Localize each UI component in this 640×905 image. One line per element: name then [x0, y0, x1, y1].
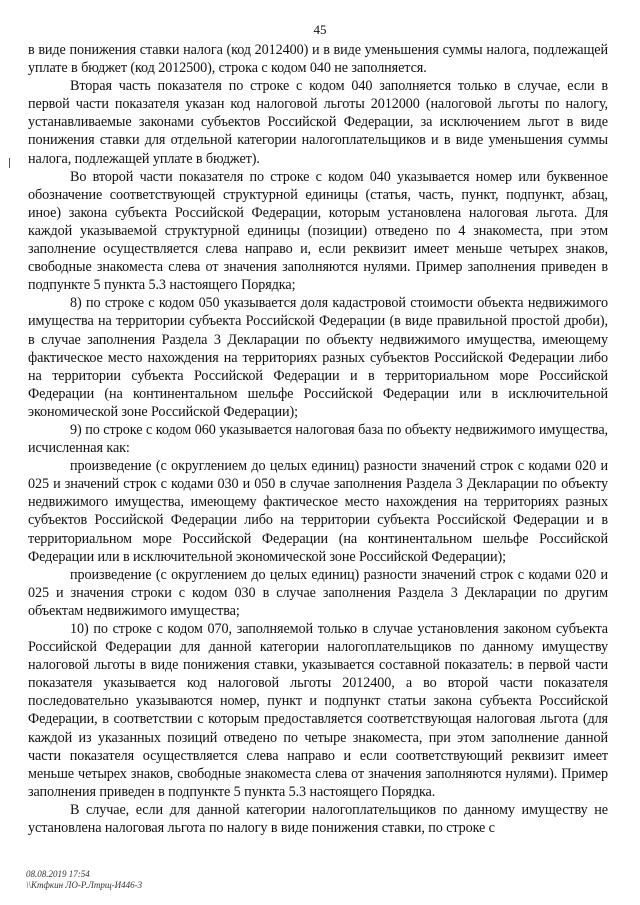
paragraph: 8) по строке с кодом 050 указывается доля кадастровой стоимости объекта недвижимого имущества на территории субъекта Российской Федерации (в виде правильной простой дроби), в случае заполнения Раздела 3 Декларации по объекту недвижимого имущества, имеющему фактическое место нахождения на территориях разных субъектов Российской Федерации либо на территории субъекта Российской Федерации и в территориальном море Российской Федерации (на континентальном шельфе Российской Федерации или в исключительной экономической зоне Российской Федерации); [28, 295, 608, 420]
page-number: 45 [313, 22, 327, 37]
paragraph: 10) по строке с кодом 070, заполняемой только в случае установления законом субъекта Российской Федерации для данной категории налогоплательщиков по данному имуществу налоговой льготы в виде понижения ставки, указывается составной показатель: в первой части показателя указывается код налоговой льготы 2012400, а во второй части показателя последовательно указываются номер, пункт и подпункт статьи закона субъекта Российской Федерации, в соответствии с которым предоставляется соответствующая налоговая льгота (для каждой из указанных позиций отведено по четыре знакоместа, при этом заполнение данной части показателя осуществляется слева направо и если соответствующий реквизит имеет меньше четырех знаков, свободные знакоместа слева от значения заполняются нулями). Пример заполнения приведен в подпункте 5 пункта 5.3 настоящего Порядка. [28, 621, 608, 800]
paragraph: 9) по строке с кодом 060 указывается налоговая база по объекту недвижимого имущества, исчисленная как: [28, 421, 608, 457]
footer-file-path: \\Ктфкин ЛО-Р.Лтрщ-И446-3 [26, 880, 143, 890]
footer [26, 869, 142, 891]
margin-mark [9, 158, 10, 168]
paragraph: Во второй части показателя по строке с кодом 040 указывается номер или буквенное обозначение соответствующей структурной единицы (статья, часть, пункт, подпункт, абзац, иное) закона субъекта Российской Федерации, которым установлена налоговая льгота. Для каждой указываемой структурной единицы (позиции) отведено по 4 знакоместа, при этом заполнение осуществляется слева направо и, если реквизит имеет меньше четырех знаков, свободные знакоместа слева от значения заполняются нулями. Пример заполнения приведен в подпункте 5 пункта 5.3 настоящего Порядка; [28, 168, 608, 294]
paragraph: В случае, если для данной категории налогоплательщиков по данному имуществу не установлена налоговая льгота по налогу в виде понижения ставки, по строке с [28, 801, 608, 837]
paragraph: в виде понижения ставки налога (код 2012400) и в виде уменьшения суммы налога, подлежащей уплате в бюджет (код 2012500), строка с кодом 040 не заполняется. [28, 42, 608, 77]
footer-timestamp: 08.08.2019 17:54 [26, 869, 90, 879]
document-body [28, 41, 608, 837]
paragraph: Вторая часть показателя по строке с кодом 040 заполняется только в случае, если в первой части показателя указан код налоговой льготы 2012000 (налоговой льготы по налогу, устанавливаемые законами субъектов Российской Федерации, за исключением льгот в виде понижения ставки для отдельной категории налогоплательщиков и в виде уменьшения суммы налога, подлежащей уплате в бюджет). [28, 78, 608, 167]
paragraph: произведение (с округлением до целых единиц) разности значений строк с кодами 020 и 025 и значений строк с кодами 030 и 050 в случае заполнения Раздела 3 Декларации по объекту недвижимого имущества, имеющему фактическое место нахождения на территориях разных субъектов Российской Федерации либо на территории субъекта Российской Федерации и в территориальном море Российской Федерации (на континентальном шельфе Российской Федерации или в исключительной экономической зоне Российской Федерации); [28, 458, 608, 565]
paragraph: произведение (с округлением до целых единиц) разности значений строк с кодами 020 и 025 и значения строки с кодом 030 в случае заполнения Раздела 3 Декларации по другим объектам недвижимого имущества; [28, 566, 608, 619]
